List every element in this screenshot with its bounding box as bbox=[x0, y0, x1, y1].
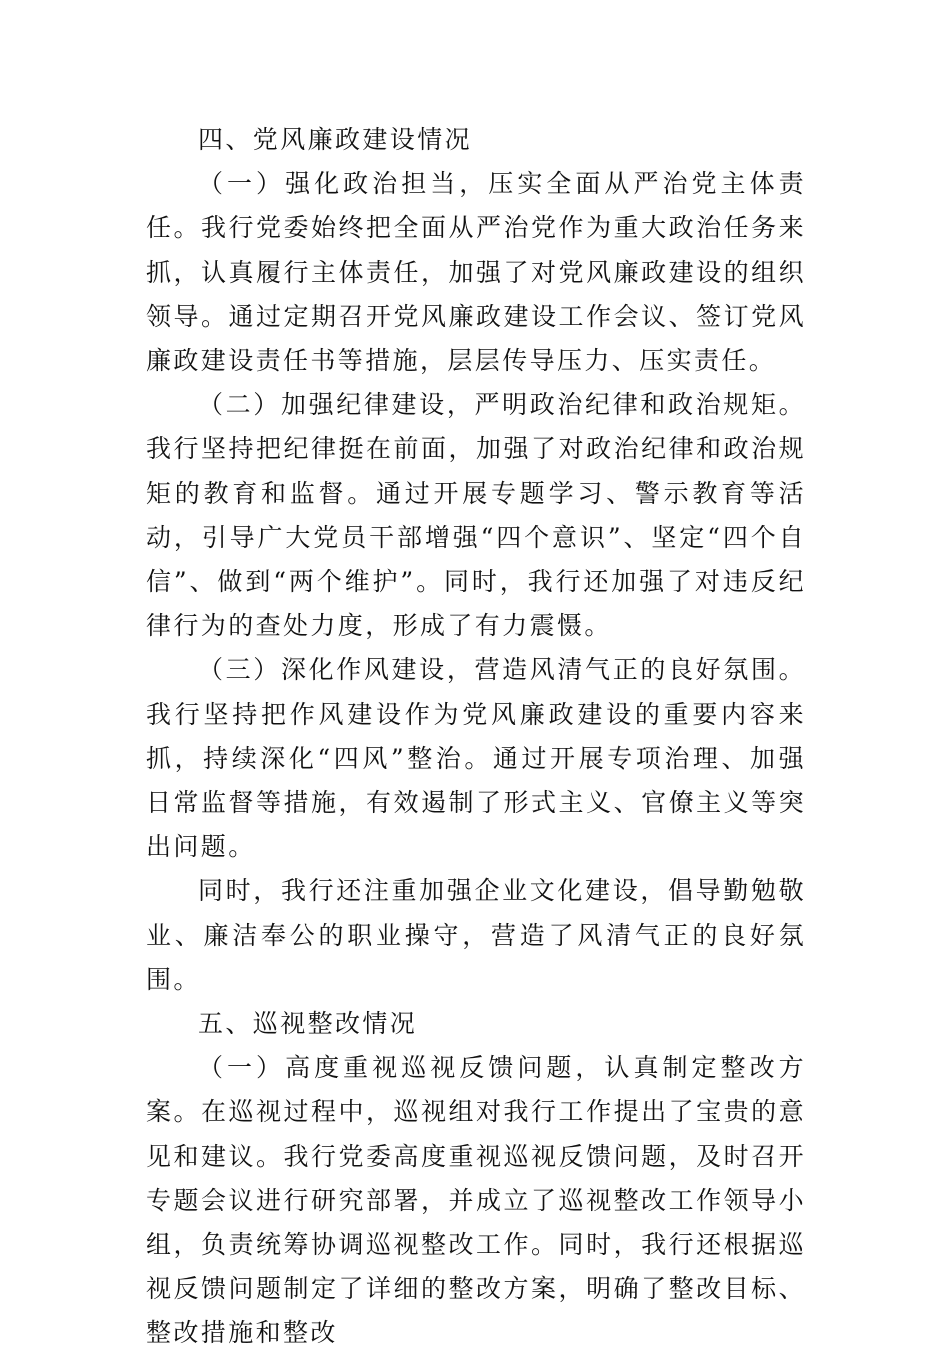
section-4-paragraph-4: 同时，我行还注重加强企业文化建设，倡导勤勉敬业、廉洁奉公的职业操守，营造了风清气正的良好氛围。 bbox=[146, 876, 806, 994]
section-4-paragraph-1: （一）强化政治担当，压实全面从严治党主体责任。我行党委始终把全面从严治党作为重大政治任务来抓，认真履行主体责任，加强了对党风廉政建设的组织领导。通过定期召开党风廉政建设工作会议、签订党风廉政建设责任书等措施，层层传导压力、压实责任。 bbox=[146, 169, 806, 376]
section-5-paragraph-1: （一）高度重视巡视反馈问题，认真制定整改方案。在巡视过程中，巡视组对我行工作提出了宝贵的意见和建议。我行党委高度重视巡视反馈问题，及时召开专题会议进行研究部署，并成立了巡视整改工作领导小组，负责统筹协调巡视整改工作。同时，我行还根据巡视反馈问题制定了详细的整改方案，明确了整改目标、整改措施和整改 bbox=[146, 1053, 806, 1348]
section-4-heading: 四、党风廉政建设情况 bbox=[198, 125, 473, 154]
section-4-paragraph-3: （三）深化作风建设，营造风清气正的良好氛围。我行坚持把作风建设作为党风廉政建设的重要内容来抓，持续深化“四风”整治。通过开展专项治理、加强日常监督等措施，有效遏制了形式主义、官僚主义等突出问题。 bbox=[146, 655, 806, 862]
section-4-paragraph-2: （二）加强纪律建设，严明政治纪律和政治规矩。我行坚持把纪律挺在前面，加强了对政治纪律和政治规矩的教育和监督。通过开展专题学习、警示教育等活动，引导广大党员干部增强“四个意识”、坚定“四个自信”、做到“两个维护”。同时，我行还加强了对违反纪律行为的查处力度，形成了有力震慑。 bbox=[146, 390, 806, 641]
document-body bbox=[146, 118, 806, 1356]
section-5-heading: 五、巡视整改情况 bbox=[198, 1009, 418, 1039]
